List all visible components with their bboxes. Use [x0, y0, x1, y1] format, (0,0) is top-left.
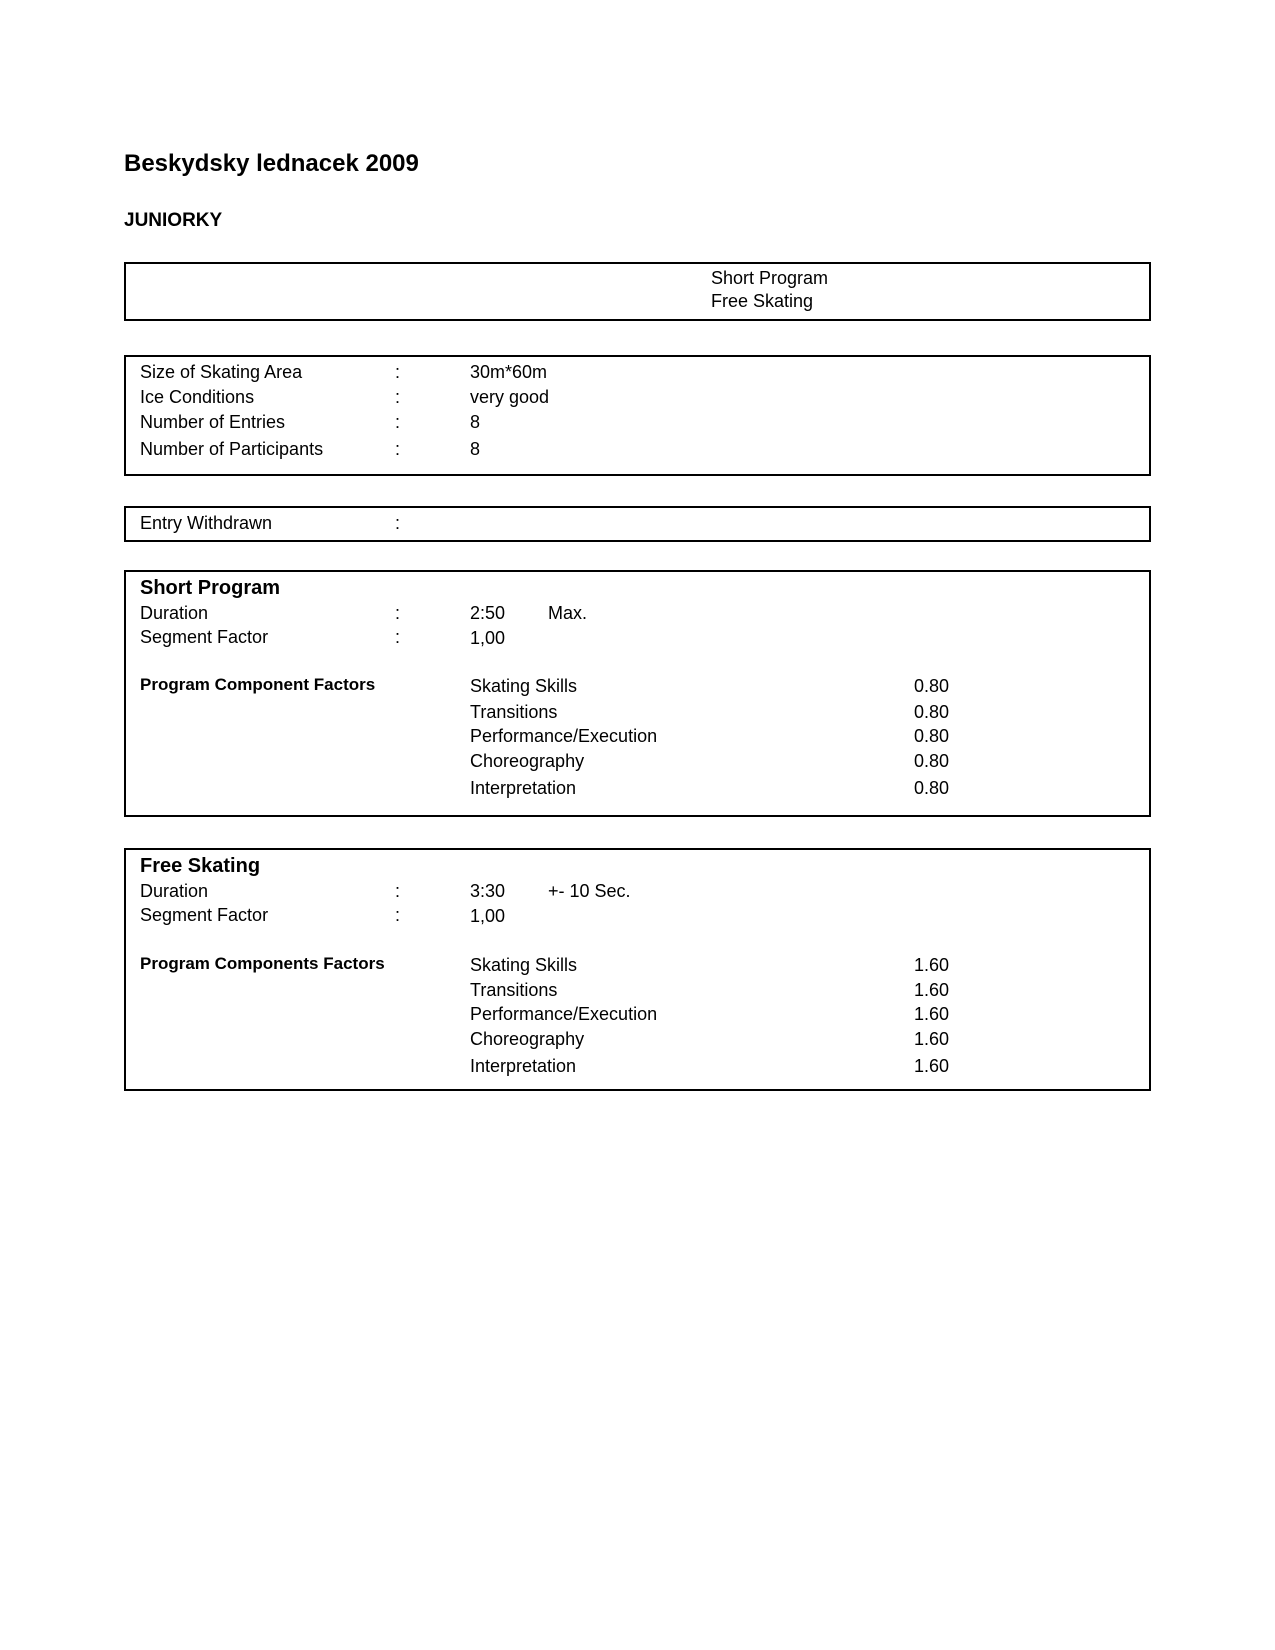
duration-label: Duration — [140, 603, 209, 623]
component-name: Skating Skills — [470, 676, 578, 696]
component-factor: 0.80 — [914, 778, 950, 798]
segment-factor-separator: : — [395, 905, 401, 925]
document-title: Beskydsky lednacek 2009 — [124, 150, 419, 177]
component-name: Performance/Execution — [470, 726, 658, 746]
segments-box — [124, 262, 1151, 321]
short-program-heading: Short Program — [140, 577, 281, 599]
component-name: Skating Skills — [470, 955, 578, 975]
segment-factor-value: 1,00 — [470, 906, 506, 926]
component-name: Interpretation — [470, 1056, 577, 1076]
program-components-factors-label: Program Components Factors — [140, 954, 385, 973]
component-name: Transitions — [470, 980, 558, 1000]
component-factor: 1.60 — [914, 980, 950, 1000]
category-title: JUNIORKY — [124, 210, 223, 231]
info-value: 8 — [470, 412, 481, 432]
segment-short-program: Short Program — [711, 268, 829, 288]
duration-note: Max. — [548, 603, 588, 623]
duration-label: Duration — [140, 881, 209, 901]
segment-free-skating: Free Skating — [711, 291, 814, 311]
info-label: Size of Skating Area — [140, 362, 303, 382]
component-factor: 0.80 — [914, 676, 950, 696]
info-box — [124, 355, 1151, 476]
segment-factor-value: 1,00 — [470, 628, 506, 648]
info-label: Number of Entries — [140, 412, 286, 432]
info-value: 30m*60m — [470, 362, 548, 382]
free-skating-heading: Free Skating — [140, 855, 261, 877]
component-factor: 0.80 — [914, 726, 950, 746]
info-separator: : — [395, 362, 401, 382]
component-factor: 1.60 — [914, 1004, 950, 1024]
component-name: Interpretation — [470, 778, 577, 798]
component-name: Choreography — [470, 1029, 585, 1049]
component-factor: 0.80 — [914, 751, 950, 771]
segment-factor-label: Segment Factor — [140, 905, 269, 925]
info-label: Ice Conditions — [140, 387, 255, 407]
free-skating-box — [124, 848, 1151, 1091]
component-factor: 1.60 — [914, 1029, 950, 1049]
withdrawn-label: Entry Withdrawn — [140, 513, 273, 533]
component-name: Transitions — [470, 702, 558, 722]
component-factor: 1.60 — [914, 955, 950, 975]
segment-factor-separator: : — [395, 627, 401, 647]
duration-separator: : — [395, 881, 401, 901]
info-value: 8 — [470, 439, 481, 459]
short-program-box — [124, 570, 1151, 817]
duration-value: 2:50 — [470, 603, 506, 623]
info-separator: : — [395, 412, 401, 432]
component-name: Choreography — [470, 751, 585, 771]
duration-note: +- 10 Sec. — [548, 881, 631, 901]
withdrawn-box — [124, 506, 1151, 542]
duration-value: 3:30 — [470, 881, 506, 901]
withdrawn-separator: : — [395, 513, 401, 533]
segment-factor-label: Segment Factor — [140, 627, 269, 647]
info-value: very good — [470, 387, 550, 407]
duration-separator: : — [395, 603, 401, 623]
info-separator: : — [395, 387, 401, 407]
component-name: Performance/Execution — [470, 1004, 658, 1024]
component-factor: 1.60 — [914, 1056, 950, 1076]
program-component-factors-label: Program Component Factors — [140, 675, 376, 694]
info-separator: : — [395, 439, 401, 459]
component-factor: 0.80 — [914, 702, 950, 722]
info-label: Number of Participants — [140, 439, 324, 459]
